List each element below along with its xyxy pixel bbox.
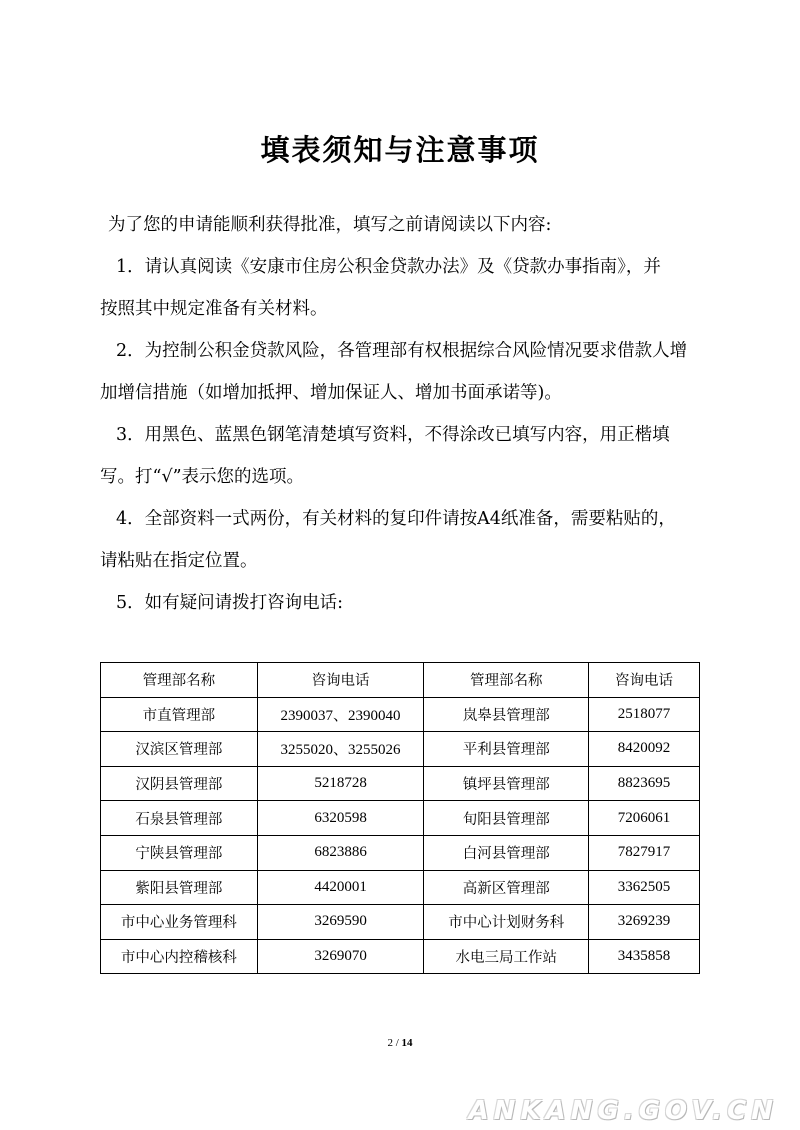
department-name-cell: 白河县管理部 bbox=[424, 835, 589, 870]
notice-item-1-line-1: 1．请认真阅读《安康市住房公积金贷款办法》及《贷款办事指南》，并 bbox=[116, 257, 661, 277]
table-row bbox=[101, 870, 700, 905]
page-separator: / bbox=[392, 1037, 402, 1049]
header-cell: 咨询电话 bbox=[257, 663, 424, 698]
header-cell: 管理部名称 bbox=[424, 663, 589, 698]
page-title: 填表须知与注意事项 bbox=[260, 133, 540, 167]
table-row bbox=[101, 766, 700, 801]
phone-number-cell: 6823886 bbox=[257, 835, 424, 870]
department-name-cell: 市中心业务管理科 bbox=[101, 905, 258, 940]
department-name-cell: 紫阳县管理部 bbox=[101, 870, 258, 905]
page-current: 2 bbox=[387, 1037, 393, 1049]
phone-number-cell: 3269590 bbox=[257, 905, 424, 940]
site-watermark: ANKANG.GOV.CN bbox=[468, 1096, 778, 1126]
table-header-row bbox=[101, 663, 700, 698]
notice-item-2-line-1: 2．为控制公积金贷款风险，各管理部有权根据综合风险情况要求借款人增 bbox=[116, 341, 688, 361]
department-name-cell: 水电三局工作站 bbox=[424, 939, 589, 974]
header-cell: 管理部名称 bbox=[101, 663, 258, 698]
department-name-cell: 石泉县管理部 bbox=[101, 801, 258, 836]
notice-item-3-line-1: 3．用黑色、蓝黑色钢笔清楚填写资料，不得涂改已填写内容，用正楷填 bbox=[116, 425, 670, 445]
header-cell: 咨询电话 bbox=[589, 663, 700, 698]
department-name-cell: 汉阴县管理部 bbox=[101, 766, 258, 801]
table-row bbox=[101, 732, 700, 767]
notice-item-2-line-2: 加增信措施（如增加抵押、增加保证人、增加书面承诺等)。 bbox=[100, 383, 562, 403]
phone-number-cell: 6320598 bbox=[257, 801, 424, 836]
notice-item-1 bbox=[100, 246, 710, 330]
page-total: 14 bbox=[401, 1037, 413, 1049]
notice-item-3 bbox=[100, 414, 710, 498]
table-row bbox=[101, 939, 700, 974]
department-name-cell: 旬阳县管理部 bbox=[424, 801, 589, 836]
department-name-cell: 镇坪县管理部 bbox=[424, 766, 589, 801]
phone-number-cell: 4420001 bbox=[257, 870, 424, 905]
department-name-cell: 宁陕县管理部 bbox=[101, 835, 258, 870]
phone-number-cell: 7827917 bbox=[589, 835, 700, 870]
phone-number-cell: 8823695 bbox=[589, 766, 700, 801]
table-row bbox=[101, 697, 700, 732]
intro-line: 为了您的申请能顺利获得批准，填写之前请阅读以下内容: bbox=[108, 215, 552, 235]
phone-number-cell: 7206061 bbox=[589, 801, 700, 836]
notice-item-4 bbox=[100, 498, 710, 582]
table-row bbox=[101, 905, 700, 940]
department-name-cell: 市中心内控稽核科 bbox=[101, 939, 258, 974]
phone-number-cell: 5218728 bbox=[257, 766, 424, 801]
phone-number-cell: 3269070 bbox=[257, 939, 424, 974]
notice-item-1-line-2: 按照其中规定准备有关材料。 bbox=[100, 299, 328, 319]
phone-number-cell: 8420092 bbox=[589, 732, 700, 767]
notice-item-3-line-2: 写。打“√”表示您的选项。 bbox=[100, 467, 305, 487]
intro-text bbox=[108, 204, 718, 246]
notice-item-2 bbox=[100, 330, 710, 414]
notice-item-5 bbox=[100, 582, 710, 624]
department-name-cell: 高新区管理部 bbox=[424, 870, 589, 905]
page-number bbox=[0, 1037, 800, 1049]
notice-item-4-line-1: 4．全部资料一式两份，有关材料的复印件请按A4纸准备，需要粘贴的， bbox=[116, 509, 676, 529]
phone-number-cell: 3435858 bbox=[589, 939, 700, 974]
phone-number-cell: 3269239 bbox=[589, 905, 700, 940]
department-name-cell: 市中心计划财务科 bbox=[424, 905, 589, 940]
phone-number-cell: 2390037、2390040 bbox=[257, 697, 424, 732]
phone-number-cell: 2518077 bbox=[589, 697, 700, 732]
notice-item-5-line-1: 5．如有疑问请拨打咨询电话: bbox=[116, 593, 344, 613]
phone-number-cell: 3255020、3255026 bbox=[257, 732, 424, 767]
phone-number-cell: 3362505 bbox=[589, 870, 700, 905]
department-name-cell: 市直管理部 bbox=[101, 697, 258, 732]
table-row bbox=[101, 835, 700, 870]
table-row bbox=[101, 801, 700, 836]
department-name-cell: 平利县管理部 bbox=[424, 732, 589, 767]
department-name-cell: 汉滨区管理部 bbox=[101, 732, 258, 767]
department-name-cell: 岚皋县管理部 bbox=[424, 697, 589, 732]
contact-phone-table bbox=[100, 662, 700, 974]
notice-item-4-line-2: 请粘贴在指定位置。 bbox=[100, 551, 258, 571]
